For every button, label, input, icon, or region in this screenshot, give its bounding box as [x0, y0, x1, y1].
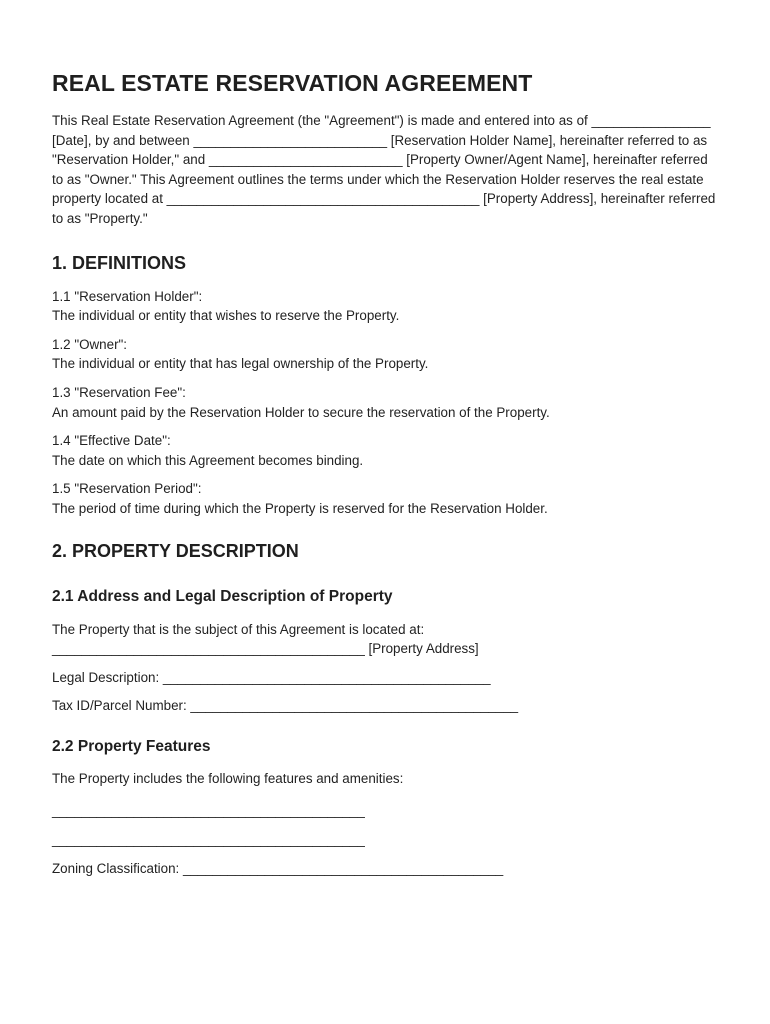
definition-item — [52, 431, 720, 470]
definition-term: 1.4 "Effective Date": — [52, 433, 171, 449]
property-address-blank: __________________________________________ [Property Address] — [52, 641, 479, 657]
section-property-description-heading: 2. PROPERTY DESCRIPTION — [52, 540, 299, 561]
section-definitions-heading: 1. DEFINITIONS — [52, 252, 187, 273]
property-location-text: The Property that is the subject of this Agreement is located at: — [52, 621, 425, 637]
zoning-classification-blank: Zoning Classification: ___________________________________________ — [52, 860, 504, 876]
features-blank-line: __________________________________________ — [52, 832, 365, 848]
document-title: REAL ESTATE RESERVATION AGREEMENT — [52, 70, 533, 96]
definition-item — [52, 335, 720, 374]
definition-text: The individual or entity that has legal ownership of the Property. — [52, 356, 429, 372]
definition-term: 1.2 "Owner": — [52, 336, 128, 352]
definition-item — [52, 287, 720, 326]
definition-term: 1.1 "Reservation Holder": — [52, 288, 203, 304]
definition-term: 1.5 "Reservation Period": — [52, 481, 202, 497]
definition-term: 1.3 "Reservation Fee": — [52, 384, 186, 400]
features-blank-line: __________________________________________ — [52, 803, 365, 819]
definition-text: The individual or entity that wishes to reserve the Property. — [52, 308, 400, 324]
definition-item — [52, 479, 720, 518]
tax-id-blank: Tax ID/Parcel Number: ____________________________________________ — [52, 698, 519, 714]
definition-text: The date on which this Agreement becomes binding. — [52, 452, 364, 468]
definition-text: An amount paid by the Reservation Holder to secure the reservation of the Property. — [52, 404, 550, 420]
definition-text: The period of time during which the Property is reserved for the Reservation Holder. — [52, 500, 548, 516]
subsection-address-heading: 2.1 Address and Legal Description of Property — [52, 587, 393, 605]
definition-item — [52, 383, 720, 422]
features-intro-text: The Property includes the following features and amenities: — [52, 770, 404, 786]
document-page — [52, 70, 720, 878]
subsection-features-heading: 2.2 Property Features — [52, 737, 211, 755]
legal-description-blank: Legal Description: ____________________________________________ — [52, 669, 491, 685]
intro-paragraph: This Real Estate Reservation Agreement (the "Agreement") is made and entered into as of ________________ [Date], by and between __________________________ [Reservation Holder Name], hereinafter referred to as "Reservation Holder," and __________________________ [Property Owner/Agent Name], hereinafter referred to as "Owner." This Agreement outlines the terms under which the Reservation Holder reserves the real estate property located at __________________________________________ [Property Address], hereinafter referred to as "Property." — [52, 113, 716, 226]
